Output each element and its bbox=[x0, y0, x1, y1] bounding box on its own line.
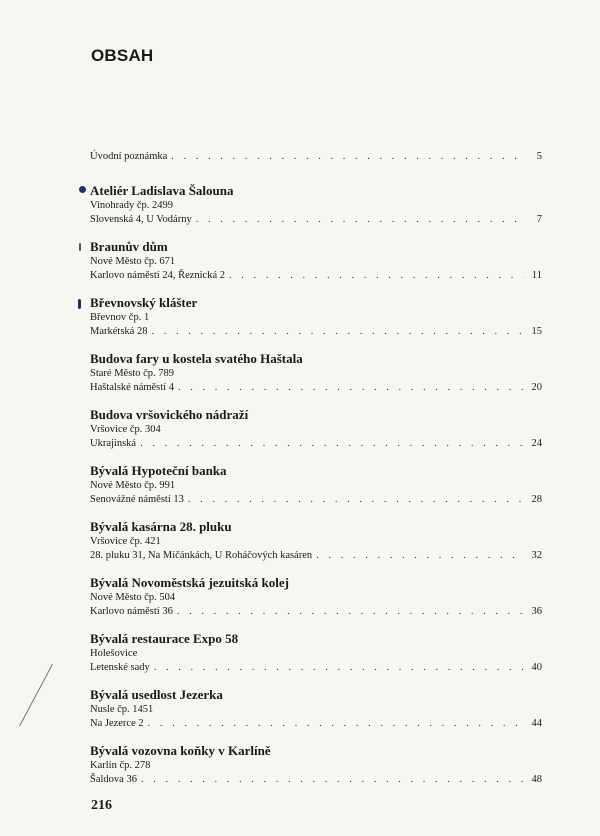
toc-entry-heading: Bývalá restaurace Expo 58 bbox=[90, 631, 239, 646]
toc-entry-address: Karlovo náměstí 24, Řeznická 2 bbox=[90, 270, 226, 281]
toc-row bbox=[90, 150, 542, 164]
toc-entry-address: Šaldova 36 bbox=[90, 774, 137, 785]
toc-entry-heading: Břevnovský klášter bbox=[90, 295, 198, 310]
toc-entry-address: Senovážné náměstí 13 bbox=[90, 494, 184, 505]
toc-entry bbox=[90, 350, 542, 406]
toc-entry bbox=[90, 238, 542, 294]
toc-row bbox=[90, 493, 542, 507]
toc-page-number: 32 bbox=[531, 550, 542, 561]
dot-leader bbox=[151, 325, 524, 339]
toc-entry-address: Markétská 28 bbox=[90, 326, 148, 337]
toc-entry-district: Vinohrady čp. 2499 bbox=[90, 200, 174, 211]
toc-row bbox=[90, 549, 542, 563]
toc-row bbox=[90, 717, 542, 731]
ink-tick-mark bbox=[79, 243, 81, 251]
toc-page-number: 20 bbox=[531, 382, 542, 393]
toc-entry-district: Nové Město čp. 504 bbox=[90, 592, 176, 603]
page-number: 216 bbox=[91, 798, 112, 813]
ink-dot-mark bbox=[79, 186, 86, 193]
dot-leader bbox=[154, 661, 524, 675]
toc-entry-district: Břevnov čp. 1 bbox=[90, 312, 150, 323]
toc-entry-heading: Bývalá kasárna 28. pluku bbox=[90, 519, 232, 534]
toc-entry-heading: Ateliér Ladislava Šalouna bbox=[90, 183, 234, 198]
dot-leader bbox=[148, 717, 524, 731]
toc-page-number: 11 bbox=[531, 270, 542, 281]
toc-entry-district: Vršovice čp. 304 bbox=[90, 424, 161, 435]
toc-entry-district: Nusle čp. 1451 bbox=[90, 704, 154, 715]
toc-row bbox=[90, 773, 542, 787]
dot-leader bbox=[140, 437, 524, 451]
toc-entry-heading: Braunův dům bbox=[90, 239, 168, 254]
toc-page-number: 36 bbox=[531, 606, 542, 617]
dot-leader bbox=[178, 381, 524, 395]
toc-entry-district: Karlín čp. 278 bbox=[90, 760, 151, 771]
dot-leader bbox=[188, 493, 524, 507]
toc-page-number: 44 bbox=[531, 718, 542, 729]
toc-page-number: 7 bbox=[536, 214, 542, 225]
toc-entry bbox=[90, 294, 542, 350]
toc-row bbox=[90, 269, 542, 283]
toc-entry-address: Slovenská 4, U Vodárny bbox=[90, 214, 192, 225]
dot-leader bbox=[229, 269, 524, 283]
toc-entry-district: Holešovice bbox=[90, 648, 138, 659]
dot-leader bbox=[141, 773, 524, 787]
toc-entry-district: Nové Město čp. 671 bbox=[90, 256, 176, 267]
toc-intro bbox=[90, 150, 542, 164]
toc-entry-district: Vršovice čp. 421 bbox=[90, 536, 161, 547]
toc-entry bbox=[90, 686, 542, 742]
toc-entry-address: Na Jezerce 2 bbox=[90, 718, 144, 729]
toc-entry bbox=[90, 182, 542, 238]
toc-entry bbox=[90, 518, 542, 574]
toc-entry-heading: Budova fary u kostela svatého Haštala bbox=[90, 351, 303, 366]
dot-leader bbox=[177, 605, 524, 619]
toc-row bbox=[90, 381, 542, 395]
toc-entry-address: Karlovo náměstí 36 bbox=[90, 606, 173, 617]
toc-entry bbox=[90, 462, 542, 518]
toc-row bbox=[90, 437, 542, 451]
toc-entry-district: Nové Město čp. 991 bbox=[90, 480, 176, 491]
pencil-stroke-mark bbox=[19, 664, 53, 726]
dot-leader bbox=[316, 549, 524, 563]
toc-entry-heading: Bývalá Novoměstská jezuitská kolej bbox=[90, 575, 289, 590]
toc-row bbox=[90, 325, 542, 339]
toc-entry-address: Ukrajinská bbox=[90, 438, 137, 449]
toc-entry-heading: Bývalá vozovna koňky v Karlíně bbox=[90, 743, 271, 758]
toc-entry-address: Haštalské náměstí 4 bbox=[90, 382, 174, 393]
toc-entry-address: Letenské sady bbox=[90, 662, 150, 673]
toc-page-number: 15 bbox=[531, 326, 542, 337]
toc-intro-label: Úvodní poznámka bbox=[90, 151, 168, 162]
toc-row bbox=[90, 605, 542, 619]
toc-entry-district: Staré Město čp. 789 bbox=[90, 368, 174, 379]
dot-leader bbox=[171, 150, 524, 164]
dot-leader bbox=[196, 213, 524, 227]
toc-page-number: 48 bbox=[531, 774, 542, 785]
toc-entry-heading: Budova vršovického nádraží bbox=[90, 407, 249, 422]
ink-dash-mark bbox=[78, 299, 81, 309]
toc-entry-address: 28. pluku 31, Na Míčánkách, U Roháčových kasáren bbox=[90, 550, 313, 561]
toc-entry-heading: Bývalá usedlost Jezerka bbox=[90, 687, 223, 702]
toc-entry bbox=[90, 742, 542, 798]
toc-row bbox=[90, 213, 542, 227]
toc-row bbox=[90, 661, 542, 675]
toc-page-number: 24 bbox=[531, 438, 542, 449]
toc-page-number: 28 bbox=[531, 494, 542, 505]
toc-entry bbox=[90, 574, 542, 630]
toc-entry bbox=[90, 406, 542, 462]
toc-entry-heading: Bývalá Hypoteční banka bbox=[90, 463, 227, 478]
toc-page-number: 40 bbox=[531, 662, 542, 673]
toc-entry bbox=[90, 630, 542, 686]
table-of-contents bbox=[90, 150, 542, 798]
toc-page-number: 5 bbox=[536, 151, 542, 162]
page-title: OBSAH bbox=[91, 46, 154, 65]
